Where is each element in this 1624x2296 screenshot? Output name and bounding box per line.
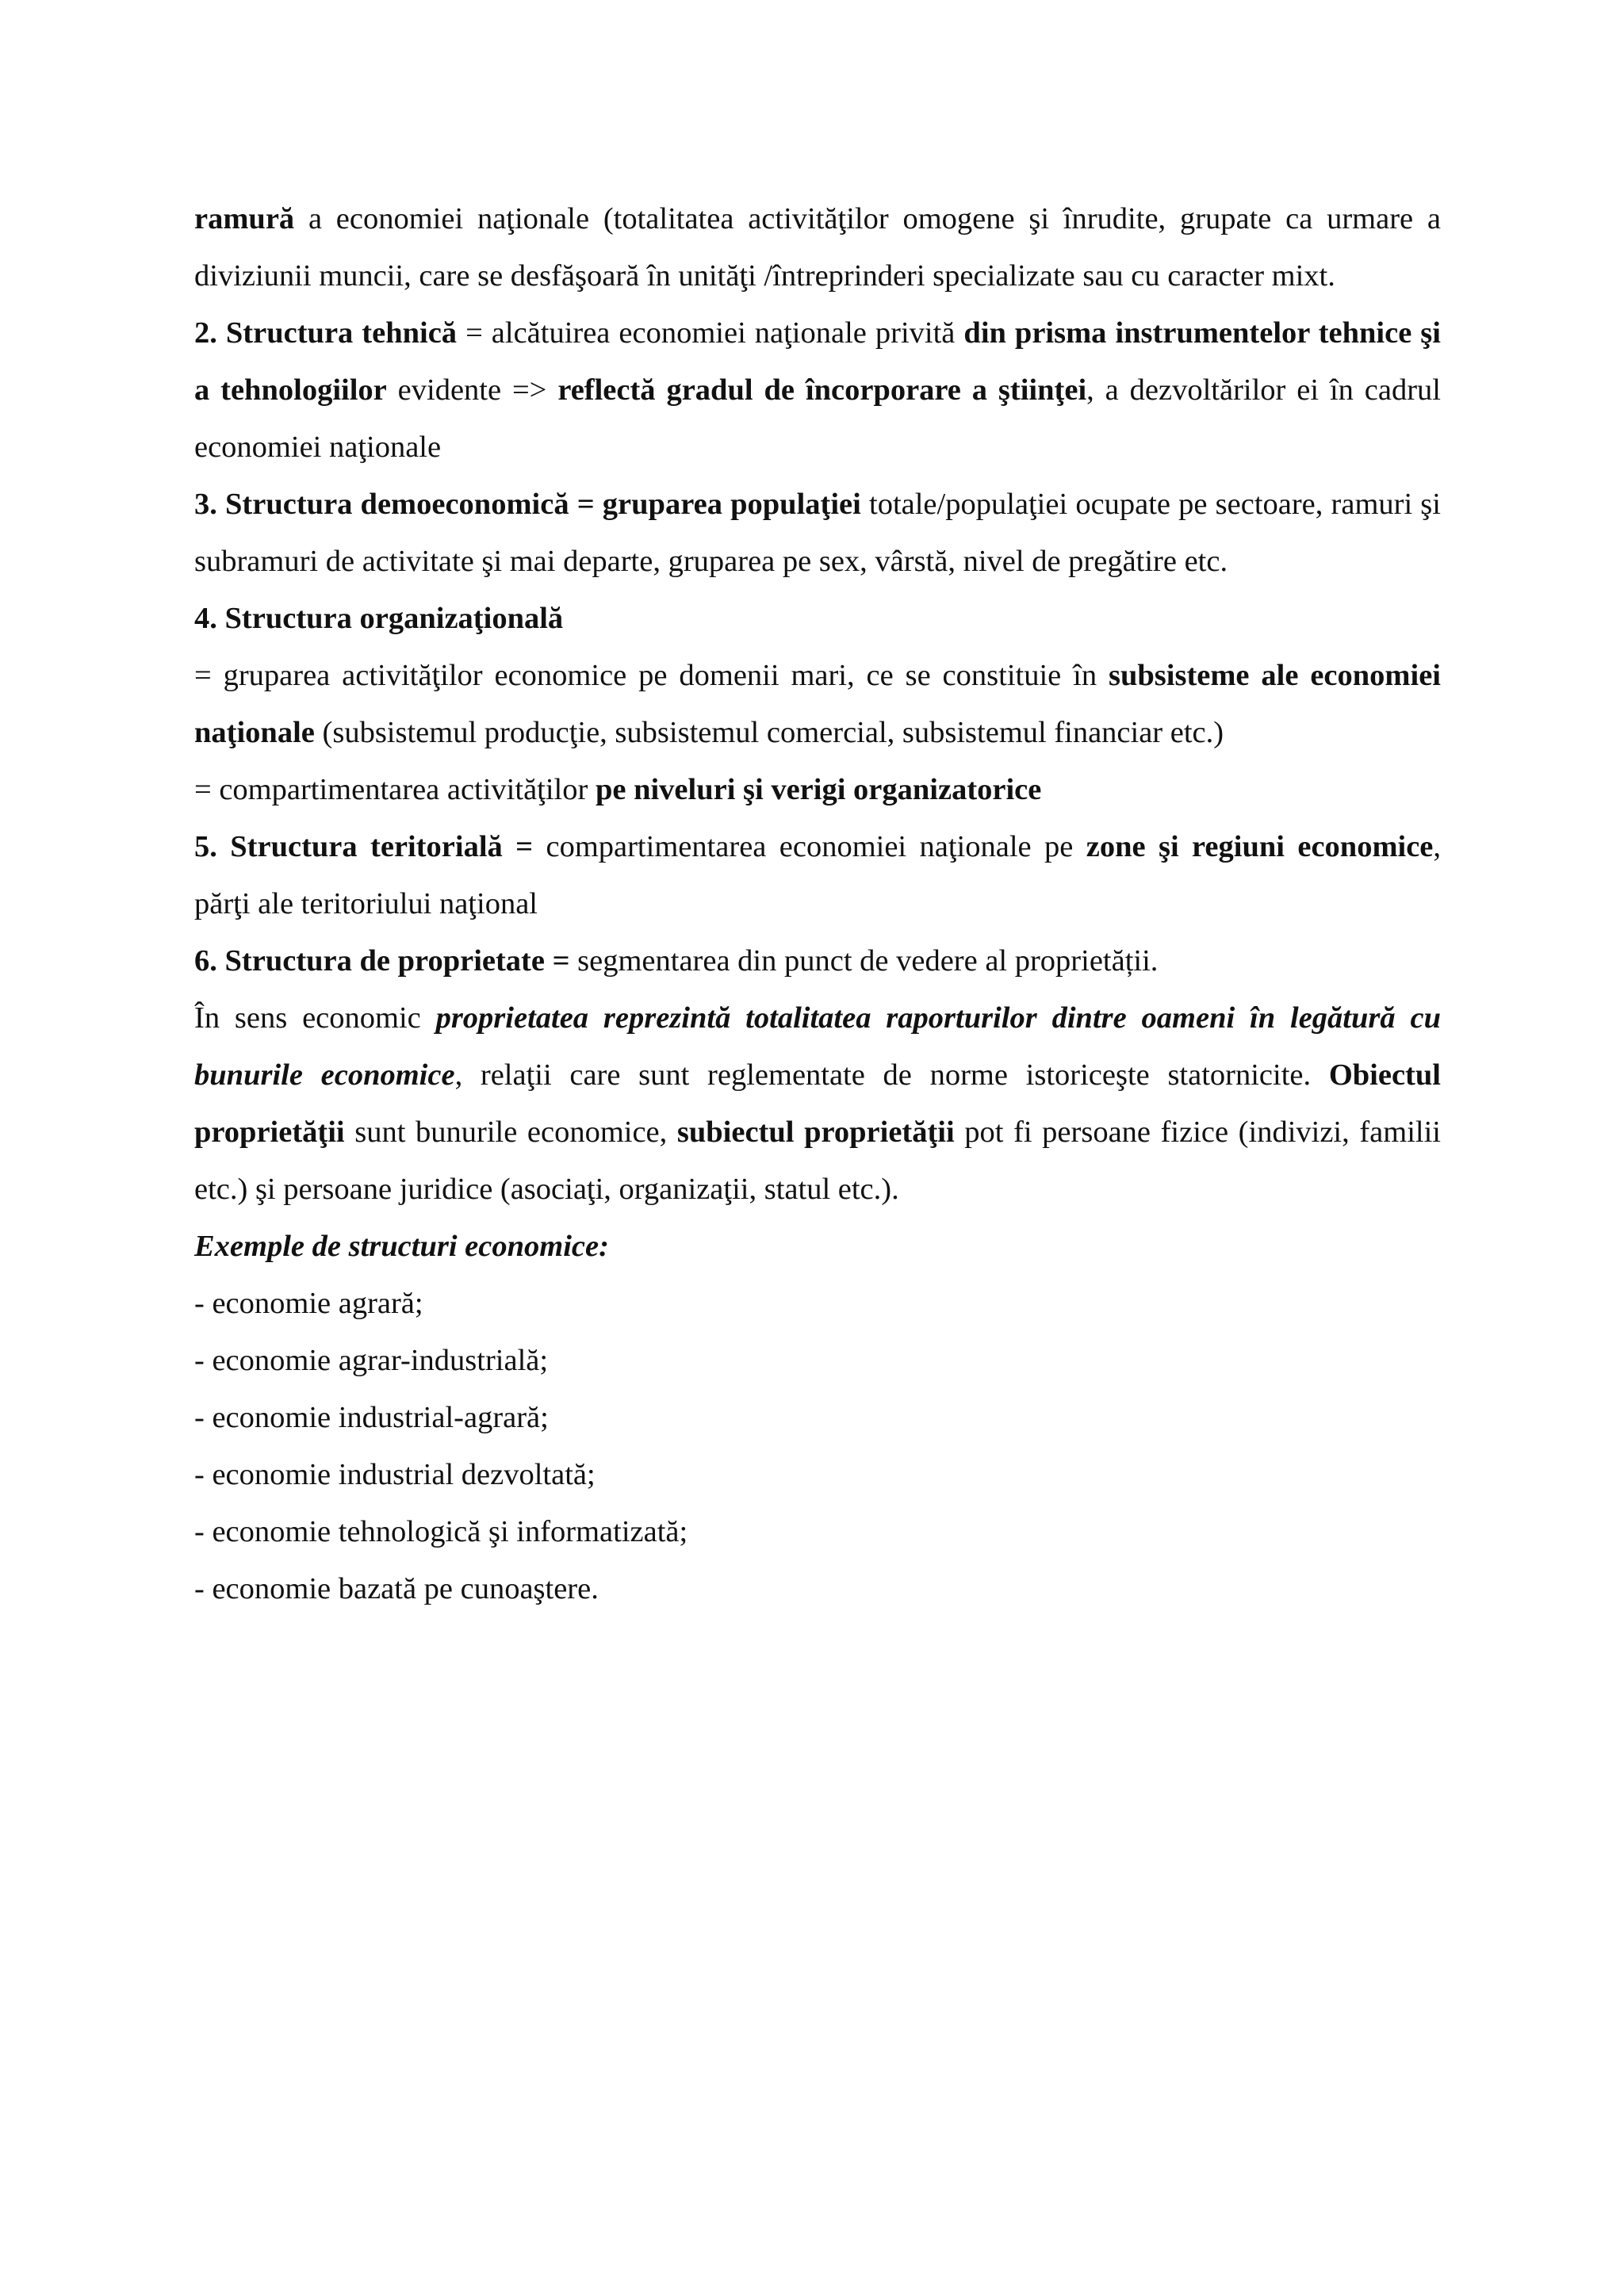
paragraph-structura-proprietate [194, 932, 1441, 989]
list-item: - economie industrial-agrară; [194, 1401, 549, 1434]
paragraph-text: = gruparea activităţilor economice pe domenii mari, ce se constituie în [194, 659, 1109, 692]
section-heading: 3. Structura demoeconomică = gruparea populaţiei [194, 488, 861, 521]
paragraph-text: = compartimentarea activităţilor [194, 773, 596, 806]
bold-phrase: pe niveluri şi verigi organizatorice [595, 773, 1042, 806]
paragraph-structura-teritoriala [194, 818, 1441, 932]
paragraph-sens-economic [194, 989, 1441, 1218]
list-item: - economie agrară; [194, 1287, 423, 1320]
section-heading: 5. Structura teritorială = [194, 830, 534, 863]
list-item: - economie tehnologică şi informatizată; [194, 1515, 688, 1548]
paragraph-text: pot fi persoane fizice (indivizi, familii etc.) şi persoane juridice (asociaţi, organizaţii, statul etc.). [194, 1115, 1441, 1206]
section-heading: 2. Structura tehnică [194, 316, 458, 350]
bold-phrase: zone şi regiuni economice [1086, 830, 1434, 863]
paragraph-text: (subsistemul producţie, subsistemul comercial, subsistemul financiar etc.) [314, 716, 1224, 749]
paragraph-text: = alcătuirea economiei naţionale privită [457, 316, 964, 350]
paragraph-text: În sens economic [194, 1001, 436, 1035]
paragraph-text: totale/populaţiei ocupate pe sectoare, ramuri şi subramuri de activitate şi mai departe, gruparea pe sex, vârstă, nivel de pregătire etc. [194, 488, 1441, 578]
paragraph-structura-demoeconomica [194, 476, 1441, 590]
list-item: - economie industrial dezvoltată; [194, 1458, 596, 1491]
paragraph-text: , relaţii care sunt reglementate de norme istoriceşte statornicite. [454, 1058, 1329, 1092]
bold-term: ramură [194, 202, 295, 235]
paragraph-structura-tehnica [194, 304, 1441, 476]
bold-italic-phrase: proprietatea reprezintă totalitatea raporturilor dintre oameni în legătură cu bunurile economice [194, 1001, 1441, 1092]
bold-phrase: reflectă gradul de încorporare a ştiinţei [557, 373, 1087, 407]
paragraph-text: compartimentarea economiei naţionale pe [533, 830, 1086, 863]
paragraph-text: evidente => [386, 373, 558, 407]
paragraph-ramura [194, 190, 1441, 304]
section-heading: 6. Structura de proprietate = [194, 944, 570, 978]
paragraph-text: , a dezvoltărilor ei în cadrul economiei naţionale [194, 373, 1441, 464]
paragraph-text: , părţi ale teritoriului naţional [194, 830, 1442, 920]
document-page [194, 190, 1441, 1617]
list-item: - economie bazată pe cunoaştere. [194, 1572, 599, 1605]
paragraph-structura-organizationala-2 [194, 761, 1441, 818]
bold-phrase: din prisma instrumentelor tehnice şi a tehnologiilor [194, 316, 1441, 407]
bold-phrase: subsisteme ale economiei naţionale [194, 659, 1441, 749]
paragraph-text: segmentarea din punct de vedere al proprietății. [569, 944, 1159, 978]
examples-heading: Exemple de structuri economice: [194, 1230, 609, 1263]
paragraph-text: sunt bunurile economice, [344, 1115, 677, 1149]
paragraph-text: a economiei naţionale (totalitatea activităţilor omogene şi înrudite, grupate ca urmare a diviziunii muncii, care se desfăşoară în unităţi /întreprinderi specializate sau cu caracter mixt. [194, 202, 1441, 293]
paragraph-structura-organizationala-1 [194, 647, 1441, 761]
paragraph-structura-organizationala-title [194, 590, 1441, 647]
section-heading: 4. Structura organizaţională [194, 602, 564, 635]
bold-phrase: Obiectul proprietăţii [194, 1058, 1441, 1149]
bold-phrase: subiectul proprietăţii [676, 1115, 955, 1149]
list-item: - economie agrar-industrială; [194, 1344, 549, 1377]
examples-list [194, 1275, 1441, 1617]
